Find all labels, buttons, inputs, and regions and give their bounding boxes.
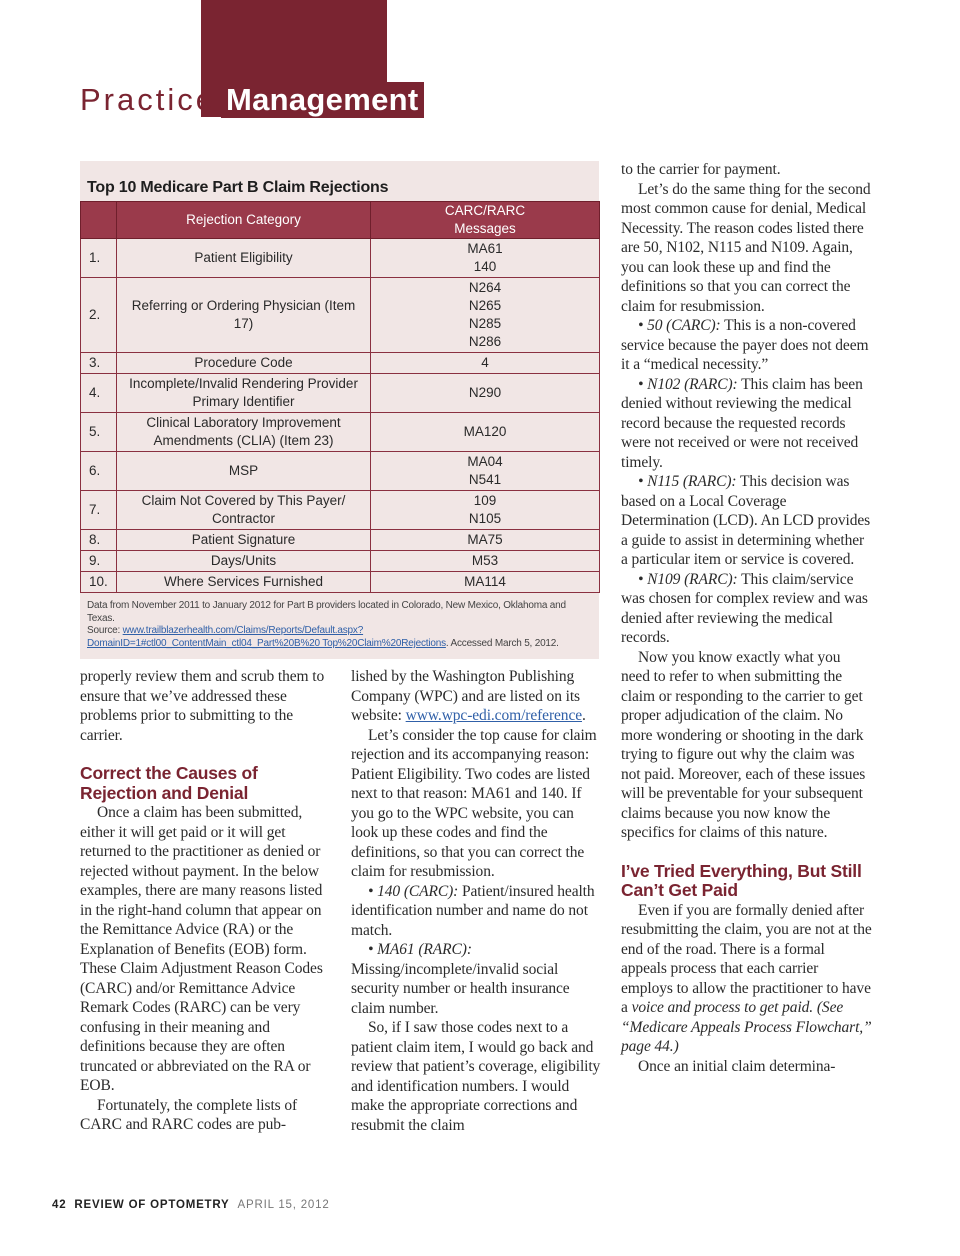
col3-bullet xyxy=(621,472,873,570)
col2-paragraph: Let’s consider the top cause for claim rejection and its accompanying reason: Patient Eligibility. Two codes are listed next to that reason: MA61 and 140. If you go to the WPC website, you can look up these codes and find the definitions, so that you can correct the claim for resubmission. xyxy=(351,726,597,880)
wpc-link[interactable]: www.wpc-edi.com/reference xyxy=(405,707,583,724)
col3-bullet xyxy=(621,316,873,375)
code-line: MA75 xyxy=(467,532,503,547)
col1-subheading: Correct the Causes of Rejection and Denial xyxy=(80,763,258,803)
category-line: Patient Eligibility xyxy=(194,250,293,265)
col3-paragraph xyxy=(621,901,873,1057)
col3-paragraph: Now you know exactly what you need to refer to when submitting the claim or responding to the carrier to get proper adjudication of the claim. No more wondering or shooting in the dark trying to figure out why the claim was not paid. Moreover, each of these issues will be preventable for your subsequent claims because you now know the specifics for claims of this nature. xyxy=(621,648,866,841)
code-line: N286 xyxy=(468,334,502,349)
col3-subheading: I’ve Tried Everything, But Still Can’t Get Paid xyxy=(621,860,862,900)
rejection-category xyxy=(117,551,371,572)
header-codes-line1: CARC/RARC xyxy=(444,203,526,218)
table-row xyxy=(81,239,600,278)
category-line: Incomplete/Invalid Rendering Provider xyxy=(129,376,358,391)
category-line: Contractor xyxy=(211,511,276,526)
category-line: MSP xyxy=(228,463,259,478)
table-row xyxy=(81,572,600,593)
code-line: M53 xyxy=(471,553,499,568)
category-line: Procedure Code xyxy=(194,355,293,370)
section-title xyxy=(80,82,424,118)
code-line: MA120 xyxy=(463,424,507,439)
carc-rarc-codes xyxy=(371,551,600,572)
row-number: 10. xyxy=(81,572,117,593)
sidebar-source xyxy=(87,624,592,650)
category-line: Patient Signature xyxy=(191,532,296,547)
rejection-category xyxy=(117,530,371,551)
code-definition: Patient/insured health identification number and name do not match. xyxy=(351,882,595,939)
code-line: MA61 xyxy=(467,241,503,256)
col1-paragraph: Fortunately, the complete lists of CARC and RARC codes are pub- xyxy=(80,1096,298,1133)
article-column-1 xyxy=(80,667,332,1135)
sidebar-title: Top 10 Medicare Part B Claim Rejections xyxy=(87,179,389,196)
header-number xyxy=(81,202,117,239)
section-title-bold: Management xyxy=(221,82,424,118)
code-line: MA04 xyxy=(467,454,503,469)
table-row xyxy=(81,530,600,551)
table-row xyxy=(81,551,600,572)
rejection-category xyxy=(117,491,371,530)
code-label: • N109 (RARC): xyxy=(638,570,738,588)
row-number: 7. xyxy=(81,491,117,530)
code-definition: This decision was based on a Local Coverage Determination (LCD). An LCD provides a guide to assist in determining whether a particular item or service is covered. xyxy=(621,473,871,568)
code-line: N265 xyxy=(468,298,502,313)
carc-rarc-codes xyxy=(371,353,600,374)
category-line: Clinical Laboratory Improvement xyxy=(146,415,341,430)
col3-text: Even if you are formally denied after resubmitting the claim, you are not at the end of the road. There is a formal appeals process that each carrier employs to allow the practitioner to have a xyxy=(621,901,872,1016)
code-line: 109 xyxy=(473,493,497,508)
issue-date: APRIL 15, 2012 xyxy=(237,1199,330,1211)
row-number: 8. xyxy=(81,530,117,551)
carc-rarc-codes xyxy=(371,278,600,353)
table-row xyxy=(81,452,600,491)
claim-rejections-sidebar xyxy=(80,161,599,659)
category-line: Claim Not Covered by This Payer/ xyxy=(141,493,346,508)
code-line: N541 xyxy=(468,472,502,487)
article-column-2 xyxy=(351,667,603,1135)
col3-italic-text: voice and process to get paid. (See “Medicare Appeals Process Flowchart,” page 44.) xyxy=(621,999,872,1055)
code-definition: This is a non-covered service because the payer does not deem it a “medical necessity.” xyxy=(621,317,869,373)
table-row xyxy=(81,278,600,353)
table-row xyxy=(81,491,600,530)
code-line: 140 xyxy=(473,259,497,274)
table-row xyxy=(81,353,600,374)
code-line: N290 xyxy=(468,385,502,400)
table-row xyxy=(81,374,600,413)
carc-rarc-codes xyxy=(371,239,600,278)
magazine-name: REVIEW OF OPTOMETRY xyxy=(74,1199,230,1211)
header-codes xyxy=(371,202,600,239)
code-label: • 50 (CARC): xyxy=(638,317,721,334)
code-line: N105 xyxy=(468,511,502,526)
page-number: 42 xyxy=(52,1199,67,1211)
code-line: MA114 xyxy=(464,574,506,589)
rejection-category xyxy=(117,452,371,491)
row-number: 2. xyxy=(81,278,117,353)
rejection-category xyxy=(117,239,371,278)
table-row xyxy=(81,413,600,452)
section-title-light: Practice xyxy=(80,82,216,117)
col1-paragraph: properly review them and scrub them to ensure that we’ve addressed these problems prior to submitting to the carrier. xyxy=(80,668,325,744)
code-definition: This claim/service was chosen for complex review and was denied after reviewing the medical records. xyxy=(621,570,868,646)
col3-bullet xyxy=(621,570,873,648)
col3-bullet xyxy=(621,375,873,473)
col2-text: . xyxy=(582,707,586,724)
sidebar-data-note: Data from November 2011 to January 2012 for Part B providers located in Colorado, New Mexico, Oklahoma and Texas. xyxy=(87,600,566,624)
article-column-3 xyxy=(621,160,873,1076)
row-number: 9. xyxy=(81,551,117,572)
col2-bullet xyxy=(351,940,603,1018)
rejection-category xyxy=(117,353,371,374)
carc-rarc-codes xyxy=(371,572,600,593)
rejection-category xyxy=(117,374,371,413)
header-category: Rejection Category xyxy=(117,202,371,239)
rejection-category xyxy=(117,572,371,593)
code-line: N264 xyxy=(468,280,502,295)
col3-paragraph: to the carrier for payment. xyxy=(621,161,781,178)
table-header-row xyxy=(81,202,600,239)
rejection-category xyxy=(117,413,371,452)
code-label: • 140 (CARC): xyxy=(368,882,459,900)
carc-rarc-codes xyxy=(371,374,600,413)
row-number: 5. xyxy=(81,413,117,452)
row-number: 4. xyxy=(81,374,117,413)
rejection-category xyxy=(117,278,371,353)
col3-paragraph: Let’s do the same thing for the second most common cause for denial, Medical Necessity. The reason codes listed there are 50, N102, N115 and N109. Again, you can look these up and find the definitions so that you can correct the claim for resubmission. xyxy=(621,180,871,315)
source-label: Source: xyxy=(87,625,123,636)
header-codes-line2: Messages xyxy=(454,221,516,236)
category-line: Amendments (CLIA) (Item 23) xyxy=(153,433,334,448)
carc-rarc-codes xyxy=(371,452,600,491)
col2-text: lished by the Washington Publishing Company (WPC) and are listed on its website: xyxy=(351,668,580,724)
code-label: • N102 (RARC): xyxy=(638,375,738,393)
code-line: 4 xyxy=(481,355,489,370)
category-line: Primary Identifier xyxy=(192,394,295,409)
carc-rarc-codes xyxy=(371,491,600,530)
source-accessed: . Accessed March 5, 2012. xyxy=(445,638,559,649)
category-line: Where Services Furnished xyxy=(163,574,324,589)
col2-paragraph: So, if I saw those codes next to a patient claim item, I would go back and review that patient’s coverage, eligibility and identification numbers. I would make the appropriate corrections and resubmit the claim xyxy=(351,1019,601,1134)
col1-paragraph: Once a claim has been submitted, either it will get paid or it will get returned to the practitioner as denied or rejected without payment. In the below examples, there are many reasons listed in the right-hand column that appear on the Remittance Advice (RA) or the Explanation of Benefits (EOB) form. These Claim Adjustment Reason Codes (CARC) and/or Remittance Advice Remark Codes (RARC) can be very confusing in their meaning and definitions because they are often truncated or abbreviated on the RA or EOB. xyxy=(80,804,323,1094)
source-link[interactable]: www.trailblazerhealth.com/Claims/Reports/Default.aspx?DomainID=1#ctl00_ContentMain_ctl04_Part%20B%20 Top%20Claim%20Rejections xyxy=(87,625,446,649)
row-number: 1. xyxy=(81,239,117,278)
category-line: Referring or Ordering Physician (Item 17) xyxy=(131,298,356,331)
code-label: • N115 (RARC): xyxy=(638,473,737,490)
carc-rarc-codes xyxy=(371,413,600,452)
row-number: 6. xyxy=(81,452,117,491)
carc-rarc-codes xyxy=(371,530,600,551)
code-definition: Missing/incomplete/invalid social security number or health insurance claim number. xyxy=(351,960,570,1017)
category-line: Days/Units xyxy=(210,553,277,568)
page-footer xyxy=(52,1199,330,1211)
code-definition: This claim has been denied without reviewing the medical record because the requested records were not received or were not received timely. xyxy=(621,375,863,471)
code-line: N285 xyxy=(468,316,502,331)
row-number: 3. xyxy=(81,353,117,374)
col2-paragraph xyxy=(351,667,603,726)
rejections-table xyxy=(80,201,600,593)
code-label: • MA61 (RARC): xyxy=(368,941,472,958)
col3-paragraph: Once an initial claim determina- xyxy=(638,1057,836,1075)
col2-bullet xyxy=(351,882,603,941)
